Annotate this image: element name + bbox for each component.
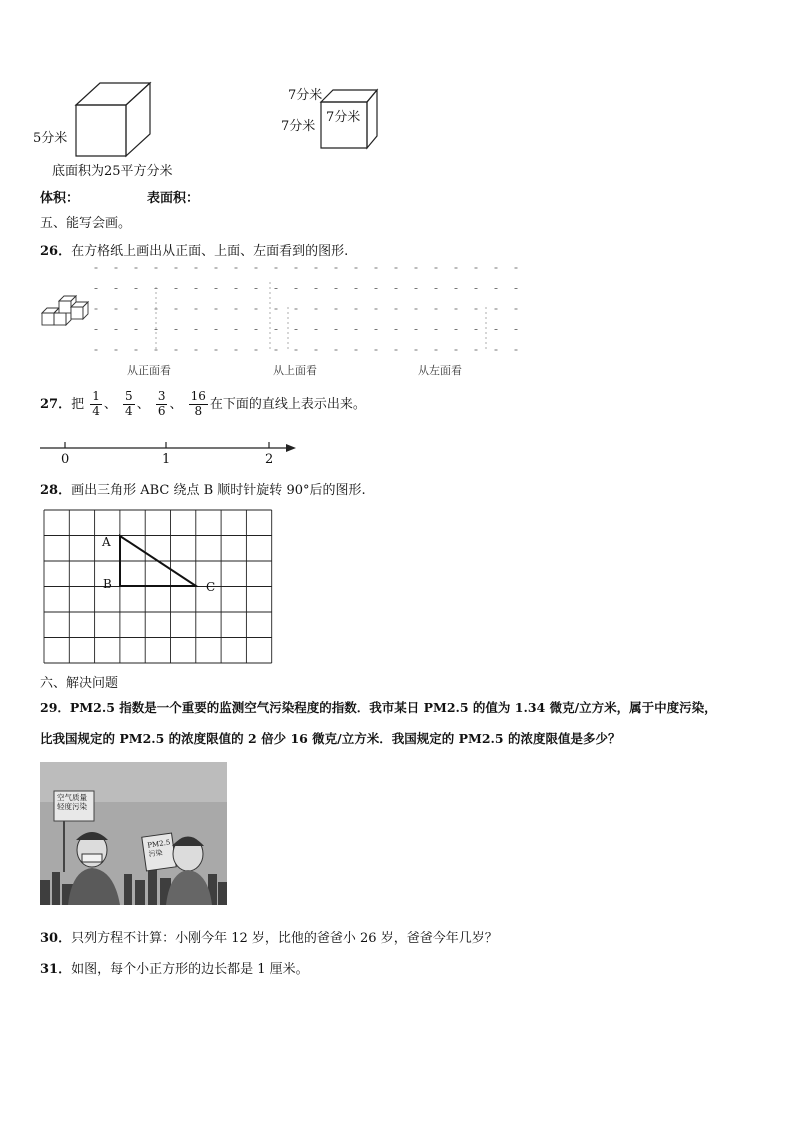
- question-number: 30．: [40, 931, 72, 946]
- cube-top-label: 7分米: [288, 88, 323, 103]
- volume-label: 体积：: [40, 191, 80, 206]
- question-31: [40, 958, 309, 977]
- view-label-left: 从左面看: [418, 364, 462, 377]
- cuboid-height-label: 5分米: [33, 131, 68, 146]
- question-28: [40, 479, 366, 498]
- surface-area-label: 表面积：: [147, 191, 200, 206]
- tick-label-1: 1: [162, 452, 171, 467]
- question-text: PM2.5 指数是一个重要的监测空气污染程度的指数．我市某日 PM2.5 的值为 1.34 微克/立方米，属于中度污染，: [69, 700, 717, 715]
- view-label-top: 从上面看: [273, 364, 317, 377]
- cube-stack-figure: [40, 290, 90, 330]
- sign-text-2: PM2.5 污染: [146, 838, 171, 859]
- question-number: 29．: [40, 700, 70, 715]
- cube-left-label: 7分米: [281, 119, 316, 134]
- question-number: 28．: [40, 483, 72, 498]
- question-number: 31．: [40, 962, 72, 977]
- tick-label-2: 2: [265, 452, 274, 467]
- question-29-line-1: [40, 698, 717, 716]
- question-text: 在方格纸上画出从正面、上面、左面看到的图形.: [71, 244, 349, 259]
- fraction-5-4: $\frac{5}{4}$: [125, 389, 133, 418]
- question-number: 27．: [40, 396, 72, 412]
- fraction-3-6: $\frac{3}{6}$: [157, 389, 166, 418]
- question-text: 如图，每个小正方形的边长都是 1 厘米。: [71, 962, 309, 977]
- fraction-16-8: $\frac{16}{8}$: [190, 389, 206, 418]
- question-text: 画出三角形 ABC 绕点 B 顺时针旋转 90°后的图形.: [71, 483, 366, 498]
- square-grid: [43, 509, 275, 665]
- question-prefix: 把: [71, 396, 85, 412]
- cube-front-label: 7分米: [326, 110, 361, 125]
- cuboid-caption: 底面积为25平方分米: [52, 164, 173, 179]
- sign-text-1: 空气质量 轻度污染: [57, 793, 87, 812]
- section-6-title: 六、解决问题: [40, 676, 119, 691]
- question-text: 只列方程不计算：小刚今年 12 岁，比他的爸爸小 26 岁，爸爸今年几岁？: [71, 931, 498, 946]
- question-26: [40, 240, 348, 259]
- point-b-label: B: [103, 577, 112, 591]
- question-suffix: 在下面的直线上表示出来。: [209, 396, 366, 412]
- section-5-title: 五、能写会画。: [40, 216, 132, 231]
- pm25-illustration: [40, 762, 227, 905]
- point-a-label: A: [102, 535, 111, 549]
- question-number: 26．: [40, 244, 72, 259]
- fraction-1-4: $\frac{1}{4}$: [92, 389, 100, 418]
- question-29-line-2: 比我国规定的 PM2.5 的浓度限值的 2 倍少 16 微克/立方米．我国规定的 PM2.5 的浓度限值是多少？: [40, 731, 621, 746]
- point-c-label: C: [206, 580, 216, 594]
- question-27: 27．把 $\frac{1}{4}$ 、 $\frac{5}{4}$ 、 $\frac{3}{6}$ 、 $\frac{16}{8}$ 在下面的直线上表示出来。: [40, 389, 366, 418]
- tick-label-0: 0: [61, 452, 70, 467]
- dot-grid: [90, 262, 530, 357]
- view-label-front: 从正面看: [127, 364, 171, 377]
- question-30: [40, 927, 498, 946]
